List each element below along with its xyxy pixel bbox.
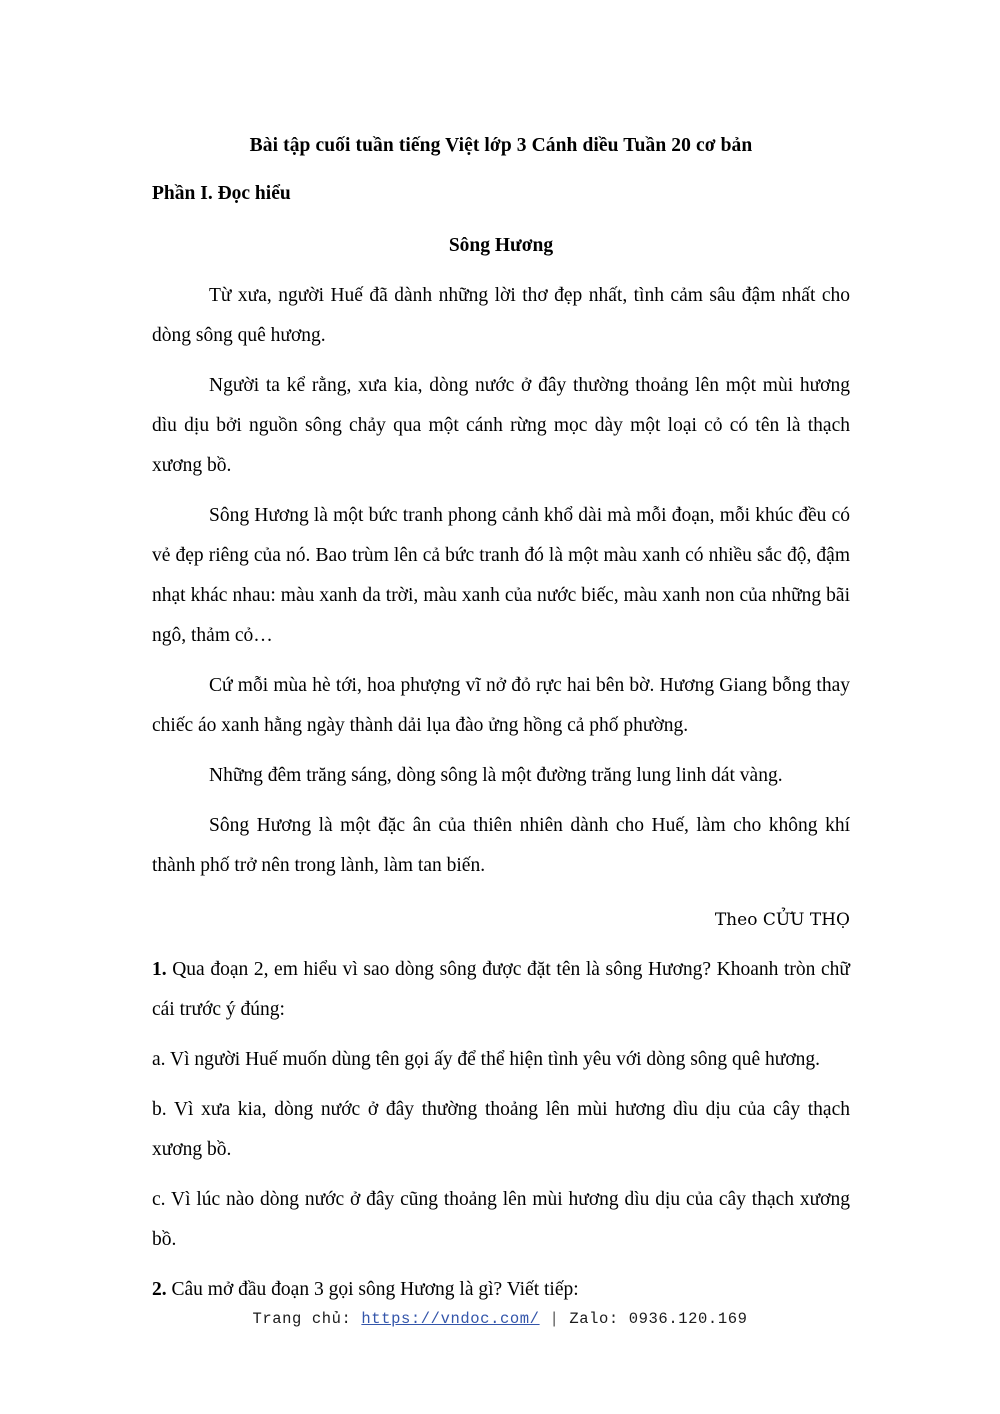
question-1 [152,950,850,1030]
question-1-text: Qua đoạn 2, em hiểu vì sao dòng sông được đặt tên là sông Hương? Khoanh tròn chữ cái trước ý đúng: [152,959,850,1020]
page-footer [0,1310,1000,1328]
question-2-number: 2. [152,1279,167,1300]
footer-zalo-contact: Zalo: 0936.120.169 [569,1310,748,1328]
question-1-option-b[interactable]: b. Vì xưa kia, dòng nước ở đây thường thoảng lên mùi hương dìu dịu của cây thạch xương bồ. [152,1099,850,1160]
passage-paragraph: Từ xưa, người Huế đã dành những lời thơ đẹp nhất, tình cảm sâu đậm nhất cho dòng sông quê hương. [152,285,850,346]
question-1-option-a[interactable]: a. Vì người Huế muốn dùng tên gọi ấy để thể hiện tình yêu với dòng sông quê hương. [152,1049,821,1070]
reading-passage-title: Sông Hương [448,235,554,256]
section-heading-part-1: Phần I. Đọc hiểu [152,183,291,204]
passage-paragraph: Sông Hương là một đặc ân của thiên nhiên dành cho Huế, làm cho không khí thành phố trở nên trong lành, làm tan biến. [152,815,850,876]
question-1-option-c[interactable]: c. Vì lúc nào dòng nước ở đây cũng thoảng lên mùi hương dìu dịu của cây thạch xương bồ. [152,1189,850,1250]
footer-prefix: Trang chủ: [252,1310,362,1328]
question-2 [152,1270,850,1310]
passage-paragraph: Cứ mỗi mùa hè tới, hoa phượng vĩ nở đỏ rực hai bên bờ. Hương Giang bỗng thay chiếc áo xanh hằng ngày thành dải lụa đào ửng hồng cả phố phường. [152,675,850,736]
passage-attribution: Theo CỬU THỌ [714,910,850,930]
page-title: Bài tập cuối tuần tiếng Việt lớp 3 Cánh diều Tuần 20 cơ bản [249,135,753,156]
passage-paragraph: Sông Hương là một bức tranh phong cảnh khổ dài mà mỗi đoạn, mỗi khúc đều có vẻ đẹp riêng của nó. Bao trùm lên cả bức tranh đó là một màu xanh có nhiều sắc độ, đậm nhạt khác nhau: màu xanh da trời, màu xanh của nước biếc, màu xanh non của những bãi ngô, thảm cỏ… [152,505,850,646]
passage-paragraph: Những đêm trăng sáng, dòng sông là một đường trăng lung linh dát vàng. [209,765,783,786]
footer-separator: | [539,1310,570,1328]
question-1-number: 1. [152,959,167,980]
passage-paragraph: Người ta kể rằng, xưa kia, dòng nước ở đây thường thoảng lên một mùi hương dìu dịu bởi nguồn sông chảy qua một cánh rừng mọc dày một loại cỏ có tên là thạch xương bồ. [152,375,850,476]
question-2-text: Câu mở đầu đoạn 3 gọi sông Hương là gì? Viết tiếp: [166,1279,579,1300]
document-content [152,126,850,1310]
footer-website-link[interactable]: https://vndoc.com/ [361,1310,540,1328]
